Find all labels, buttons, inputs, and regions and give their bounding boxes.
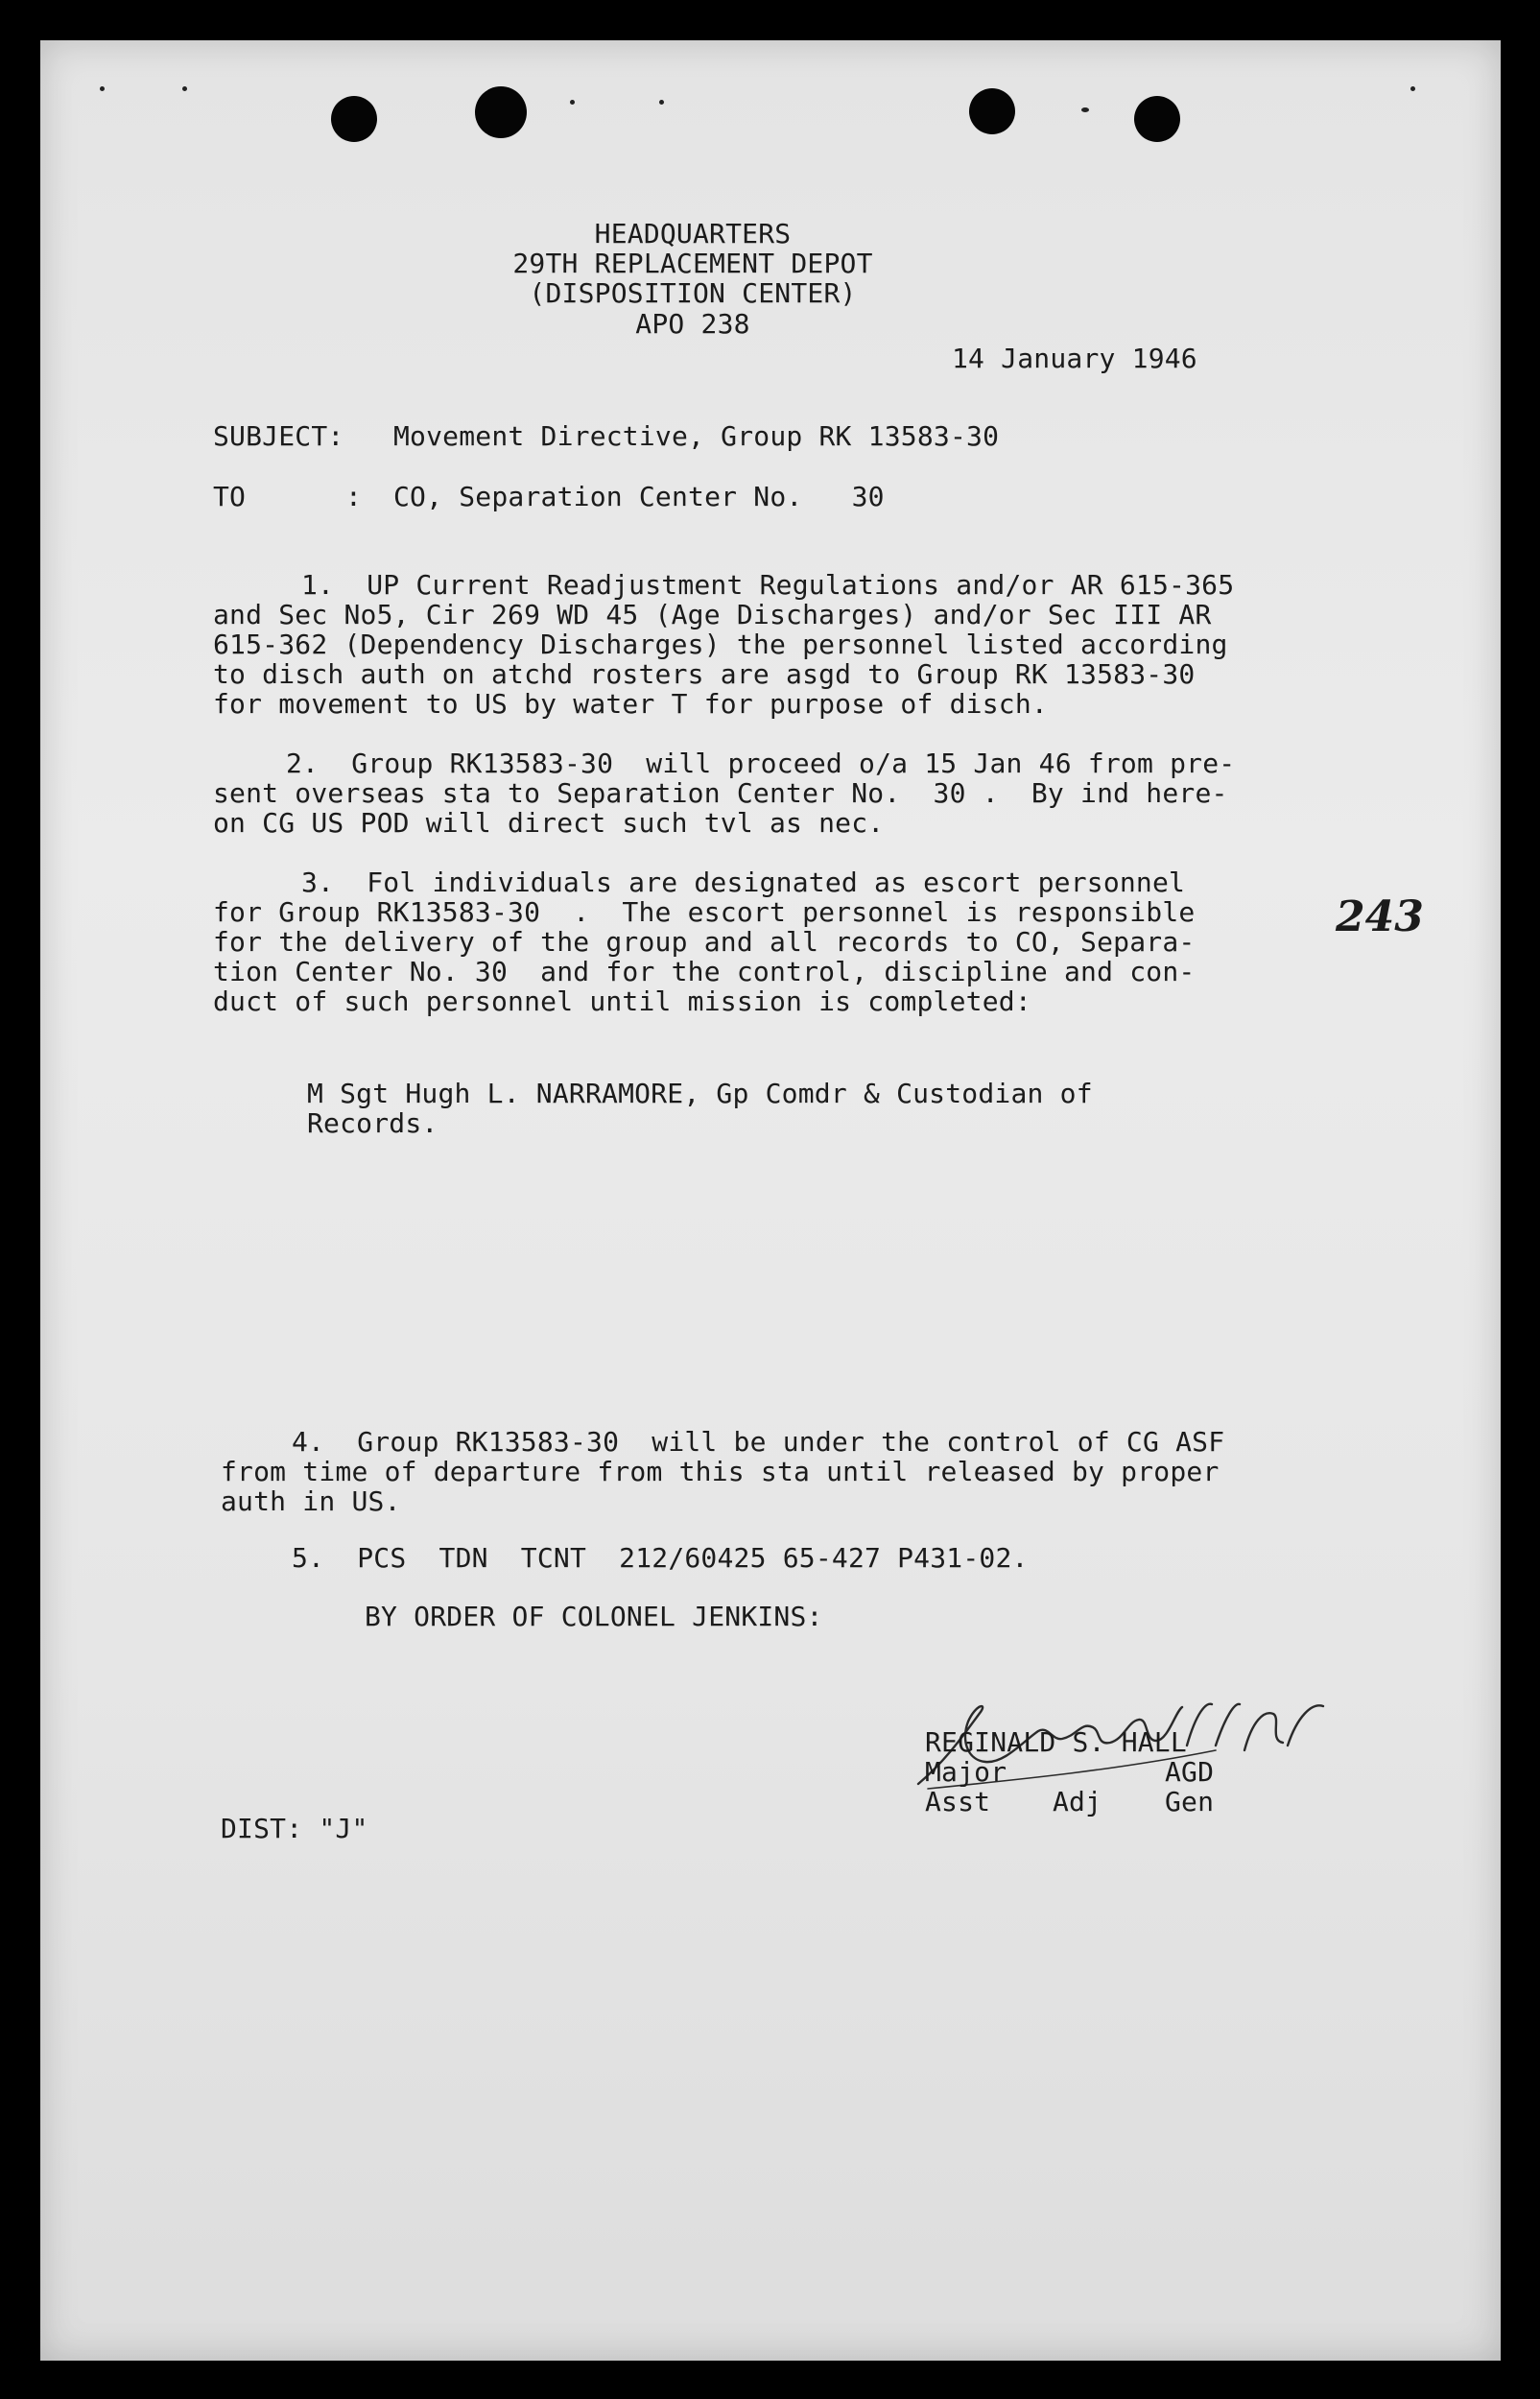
punch-hole-2 bbox=[475, 86, 527, 138]
para4-line-1: 4. Group RK13583-30 will be under the control of CG ASF bbox=[292, 1426, 1225, 1458]
header-line-3: (DISPOSITION CENTER) bbox=[529, 277, 857, 309]
para2-line-1: 2. Group RK13583-30 will proceed o/a 15 Jan 46 from pre- bbox=[286, 748, 1236, 779]
para4-line-3: auth in US. bbox=[221, 1485, 401, 1517]
para1-line-1: 1. UP Current Readjustment Regulations and/or AR 615-365 bbox=[301, 569, 1235, 601]
para4-line-2: from time of departure from this sta until released by proper bbox=[221, 1456, 1220, 1487]
header-line-1: HEADQUARTERS bbox=[594, 218, 792, 249]
signatory-title-1: Asst bbox=[925, 1786, 991, 1817]
speck-1 bbox=[100, 86, 105, 91]
speck-5 bbox=[1081, 107, 1089, 112]
speck-4 bbox=[659, 100, 664, 105]
signatory-branch: AGD bbox=[1165, 1756, 1215, 1788]
distribution-line: DIST: "J" bbox=[221, 1813, 368, 1844]
para2-line-3: on CG US POD will direct such tvl as nec. bbox=[213, 807, 885, 839]
document-date: 14 January 1946 bbox=[952, 343, 1197, 374]
order-line: BY ORDER OF COLONEL JENKINS: bbox=[365, 1601, 823, 1632]
to-text: CO, Separation Center No. 30 bbox=[393, 481, 885, 512]
speck-3 bbox=[570, 100, 575, 105]
para3-line-5: duct of such personnel until mission is completed: bbox=[213, 986, 1031, 1017]
subject-text: Movement Directive, Group RK 13583-30 bbox=[393, 420, 1000, 452]
para2-line-2: sent overseas sta to Separation Center No. 30 . By ind here- bbox=[213, 777, 1228, 809]
signatory-rank: Major bbox=[925, 1756, 1007, 1788]
para1-line-2: and Sec No5, Cir 269 WD 45 (Age Discharges) and/or Sec III AR bbox=[213, 599, 1212, 630]
header-line-2: 29TH REPLACEMENT DEPOT bbox=[512, 248, 873, 279]
to-label: TO bbox=[213, 481, 247, 512]
para1-line-4: to disch auth on atchd rosters are asgd to Group RK 13583-30 bbox=[213, 658, 1196, 690]
para1-line-3: 615-362 (Dependency Discharges) the personnel listed according bbox=[213, 629, 1228, 660]
document-page bbox=[40, 40, 1501, 2361]
speck-6 bbox=[1410, 86, 1415, 91]
subject-label: SUBJECT: bbox=[213, 420, 344, 452]
para3-line-3: for the delivery of the group and all records to CO, Separa- bbox=[213, 926, 1196, 958]
signatory-title-2: Adj bbox=[1053, 1786, 1102, 1817]
speck-2 bbox=[182, 86, 187, 91]
para3-line-2: for Group RK13583-30 . The escort personnel is responsible bbox=[213, 896, 1196, 928]
para3-line-4: tion Center No. 30 and for the control, discipline and con- bbox=[213, 956, 1196, 987]
escort-line-2: Records. bbox=[307, 1107, 438, 1139]
header-line-4: APO 238 bbox=[635, 308, 750, 340]
page-mark: 243 bbox=[1336, 892, 1424, 941]
escort-line-1: M Sgt Hugh L. NARRAMORE, Gp Comdr & Custodian of bbox=[307, 1078, 1093, 1109]
punch-hole-4 bbox=[1134, 96, 1180, 142]
para5-line: 5. PCS TDN TCNT 212/60425 65-427 P431-02. bbox=[292, 1542, 1029, 1574]
para1-line-5: for movement to US by water T for purpose of disch. bbox=[213, 688, 1048, 720]
signatory-name: REGINALD S. HALL bbox=[925, 1726, 1187, 1758]
to-colon: : bbox=[345, 481, 363, 512]
punch-hole-1 bbox=[331, 96, 377, 142]
para3-line-1: 3. Fol individuals are designated as escort personnel bbox=[301, 867, 1186, 898]
signatory-title-3: Gen bbox=[1165, 1786, 1215, 1817]
punch-hole-3 bbox=[969, 88, 1015, 134]
